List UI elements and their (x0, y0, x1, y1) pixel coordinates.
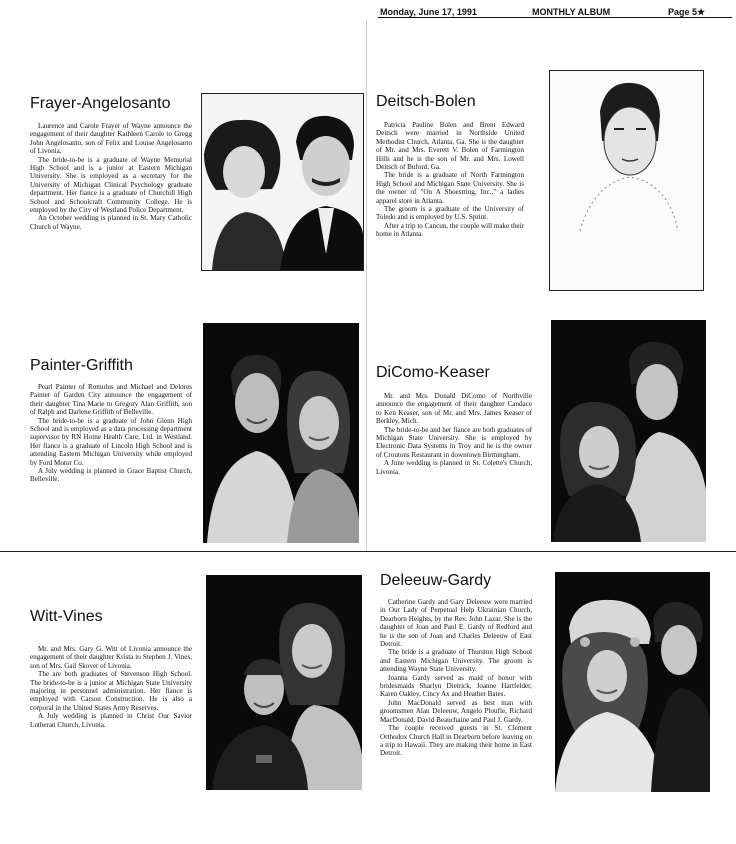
couple-photo (551, 320, 706, 542)
article-title: Painter-Griffith (30, 357, 133, 374)
column-divider (366, 20, 367, 550)
article-title: Frayer-Angelosanto (30, 95, 171, 112)
article-title: Witt-Vines (30, 608, 103, 625)
article-title: DiComo-Keaser (376, 364, 490, 381)
couple-photo (201, 93, 364, 271)
article-body (376, 392, 532, 476)
article-paragraph: After a trip to Cancun, the couple will make their home in Atlanta. (376, 221, 524, 239)
article-paragraph: Mr. and Mrs. Donald DiComo of Northville announce the engagement of their daughter Candace to Ken Keaser, son of Mr. and Mrs. James Keaser of Berkley, Mich. (376, 392, 532, 426)
article-paragraph: Joanna Gardy served as maid of honor with bridesmaids Sharlyn Dietrick, Joanne Hartfelder, Karen Oakley, Cincy Ax and Heather Bates. (380, 673, 532, 699)
couple-photo (555, 572, 710, 792)
couple-photo-image (202, 94, 363, 270)
bride-photo (549, 70, 704, 291)
article-body (30, 122, 192, 231)
article-paragraph: The bride-to-be is a graduate of Wayne Memorial High School and is a junior at Eastern Michigan University. She is employed as a secretary for the University of Michigan Clinical Psychology graduate department. Her fiance is a graduate of Churchill High School and Schoolcraft Community College. He is employed by the City of Westland Police Department. (30, 155, 192, 215)
article-paragraph: John MacDonald served as best man with groomsmen Alan Deleeuw, Angelo Ploufle, Richard MacDonald, David Beauchaine and Paul J. Gardy. (380, 698, 532, 724)
article-paragraph: The bride-to-be and her fiance are both graduates of Michigan State University. She is employed by Electronic Data Systems in Troy and he is the owner of Croutons Restaurant in downtown Birmingham. (376, 425, 532, 459)
article-paragraph: Catherine Gardy and Gary Deleeuw were married in Our Lady of Perpetual Help Ukrainian Church, Dearborn Heights, by the Rev. John Lazar. She is the daughter of Joan and Paul E. Gardy of Redford and he is the son of Joan and Charles Deleeuw of East Detroit. (380, 598, 532, 649)
article-paragraph: The couple received guests in St. Clement Orthodox Church Hall in Dearborn before leaving on a trip to Hawaii. They are making their home in East Detroit. (380, 724, 532, 758)
article-body (30, 383, 192, 484)
article-paragraph: A June wedding is planned in St. Colette's Church, Livonia. (376, 459, 532, 476)
section-name: MONTHLY ALBUM (532, 7, 611, 17)
article-paragraph: The are both graduates of Stevenson High School. The bride-to-be is a junior at Michigan State University majoring in personnel administration. Her fiance is employed with Carson Construction. He is also a corporal in the United States Army Reserves. (30, 670, 192, 712)
article-title: Deitsch-Bolen (376, 93, 476, 110)
issue-date: Monday, June 17, 1991 (380, 7, 477, 17)
couple-photo (206, 575, 362, 790)
row-divider (0, 551, 736, 552)
article-paragraph: Patricia Pauline Bolen and Brent Edward Deitsch were married in Northside United Methodist Church, Atlanta, Ga. She is the daughter of Mr. and Mrs. Everett V. Bolen of Farmington Hills and he is the son of Mr. and Mrs. Lowell Deitsch of Buford, Ga. (376, 121, 524, 172)
article-body (30, 645, 192, 729)
article-title: Deleeuw-Gardy (380, 572, 492, 589)
couple-photo-image (203, 323, 359, 543)
article-paragraph: The bride-to-be is a graduate of John Glenn High School and is employed as a data processing department supervisor by RN Home Health Care, Ltd. in Westland. Her fiance is a graduate of Lincoln High School and is attending Eastern Michigan University while employed by Ford Motor Co. (30, 416, 192, 467)
article-paragraph: A July wedding is planned in Christ Our Savior Lutheran Church, Livonia. (30, 712, 192, 729)
bride-photo-image (550, 71, 703, 290)
article-paragraph: A July wedding is planned in Grace Baptist Church, Belleville. (30, 467, 192, 484)
article-body (376, 121, 524, 239)
article-paragraph: The groom is a graduate of the University of Toledo and is employed by U.S. Sprint. (376, 205, 524, 222)
header-rule (378, 17, 732, 18)
article-paragraph: Pearl Painter of Romulus and Michael and Delores Painter of Garden City announce the engagement of their daughter Tina Marie to Gregory Alan Griffith, son of Ralph and Darlene Griffith of Belleville. (30, 383, 192, 417)
article-paragraph: Mr. and Mrs. Gary G. Witt of Livonia announce the engagement of their daughter Krista to Stephen J. Vines, son of Mrs. Gail Skover of Livonia. (30, 645, 192, 670)
couple-photo-image (555, 572, 710, 792)
article-body (380, 598, 532, 758)
article-paragraph: The bride is a graduate of North Farmington High School and Michigan State University. She is the owner of "On A Shoestring, Inc.," a ladies apparel store in Atlanta. (376, 171, 524, 205)
couple-photo-image (206, 575, 362, 790)
article-paragraph: An October wedding is planned in St. Mary Catholic Church of Wayne. (30, 214, 192, 231)
article-paragraph: Laurence and Carole Frayer of Wayne announce the engagement of their daughter Kathleen Carole to Gregg John Angelosanto, son of Felix and Louise Angelosanto of Livonia. (30, 122, 192, 156)
article-paragraph: The bride is a graduate of Thurston High School and Eastern Michigan University. The groom is attending Wayne State University. (380, 648, 532, 674)
couple-photo-image (551, 320, 706, 542)
page-number: Page 5★ (668, 7, 706, 17)
couple-photo (203, 323, 359, 543)
